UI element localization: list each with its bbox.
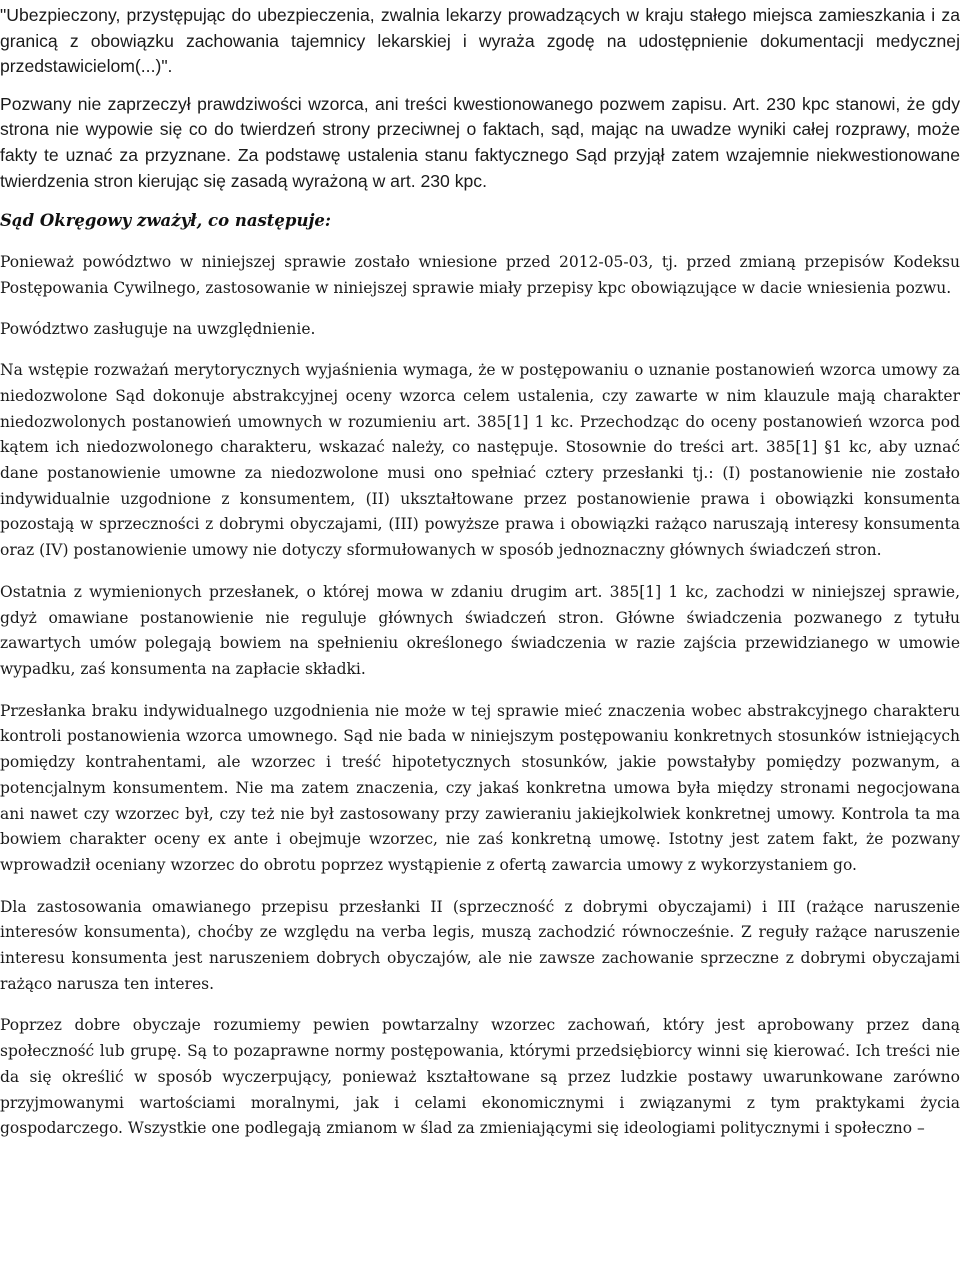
facts-sentence-2: Art. 230 kpc stanowi, że gdy strona nie wypowie się co do twierdzeń strony przeciwnej o faktach, sąd, mając na uwadze wyniki całej rozprawy, może fakty te uznać za przyznane. <box>0 93 960 165</box>
paragraph-definition: Poprzez dobre obyczaje rozumiemy pewien powtarzalny wzorzec zachowań, który jest aprobowany przez daną społeczność lub grupę. Są to pozaprawne normy postępowania, którymi przedsiębiorcy winni się kierować. Ich treści nie da się określić w sposób wyczerpujący, ponieważ kształtowane są przez ludzkie postawy uwarunkowane zarówno przyjmowanymi wartościami moralnymi, jak i celami ekonomicznymi i związanymi z tym praktykami życia gospodarczego. Wszystkie one podlegają zmianom w ślad za zmieniającymi się ideologiami politycznymi i społeczno – <box>0 1016 960 1138</box>
paragraph-individual-agreement: Przesłanka braku indywidualnego uzgodnienia nie może w tej sprawie mieć znaczenia wobec abstrakcyjnego charakteru kontroli postanowienia wzorca umownego. Sąd nie bada w niniejszym postępowaniu konkretnych stosunków istniejących pomiędzy kontrahentami, ale wzorzec i treść hipotetycznych stosunków, jakie powstałyby pomiędzy pozwanym, a potencjalnym konsumentem. Nie ma zatem znaczenia, czy jakaś konkretna umowa była między stronami negocjowana ani nawet czy wzorzec był, czy też nie był zastosowany przy zawieraniu jakiejkolwiek konkretnej umowy. Kontrola ta ma bowiem charakter oceny ex ante i obejmuje wzorzec, nie zaś konkretną umowę. Istotny jest zatem fakt, że pozwany wprowadził oceniany wzorzec do obrotu poprzez wystąpienie z ofertą zawarcia umowy z wykorzystaniem go. <box>0 701 960 874</box>
facts-sentence-3: Za podstawę ustalenia stanu faktycznego Sąd przyjął zatem wzajemnie niekwestionowane twierdzenia stron kierując się zasadą wyrażoną w art. 230 kpc. <box>0 144 960 191</box>
paragraph-claim: Powództwo zasługuje na uwzględnienie. <box>0 319 316 338</box>
paragraph-last-premise: Ostatnia z wymienionych przesłanek, o której mowa w zdaniu drugim art. 385[1] 1 kc, zachodzi w niniejszej sprawie, gdyż omawiane postanowienie nie reguluje głównych świadczeń stron. Główne świadczenia pozwanego z tytułu zawartych umów polegają bowiem na spełnieniu określonego świadczenia w razie zajścia przewidzianego w umowie wypadku, zaś konsumenta na zapłacie składki. <box>0 582 960 678</box>
section-heading: Sąd Okręgowy zważył, co następuje: <box>0 211 332 231</box>
quote-paragraph: "Ubezpieczony, przystępując do ubezpieczenia, zwalnia lekarzy prowadzących w kraju stałego miejsca zamieszkania i za granicą z obowiązku zachowania tajemnicy lekarskiej i wyraża zgodę na udostępnienie dokumentacji medycznej przedstawicielom(...)". <box>0 5 960 77</box>
paragraph-procedure: Ponieważ powództwo w niniejszej sprawie zostało wniesione przed 2012-05-03, tj. przed zmianą przepisów Kodeksu Postępowania Cywilnego, zastosowanie w niniejszej sprawie miały przepisy kpc obowiązujące w dacie wniesienia pozwu. <box>0 253 960 297</box>
paragraph-introduction: Na wstępie rozważań merytorycznych wyjaśnienia wymaga, że w postępowaniu o uznanie postanowień wzorca umowy za niedozwolone Sąd dokonuje abstrakcyjnej oceny wzorca celem ustalenia, czy zawarte w nim klauzule mają charakter niedozwolonych postanowień umownych w rozumieniu art. 385[1] 1 kc. Przechodząc do oceny postanowień wzorca pod kątem ich niedozwolonego charakteru, wskazać należy, co następuje. Stosownie do treści art. 385[1] §1 kc, aby uznać dane postanowienie umowne za niedozwolone musi ono spełniać cztery przesłanki tj.: (I) postanowienie nie zostało indywidualnie uzgodnione z konsumentem, (II) ukształtowane przez postanowienie prawa i obowiązki konsumenta pozostają w sprzeczności z dobrymi obyczajami, (III) powyższe prawa i obowiązki rażąco naruszają interesy konsumenta oraz (IV) postanowienie umowy nie dotyczy sformułowanych w sposób jednoznaczny głównych świadczeń stron. <box>0 361 960 560</box>
paragraph-good-practices: Dla zastosowania omawianego przepisu przesłanki II (sprzeczność z dobrymi obyczajami) i III (rażące naruszenie interesów konsumenta), choćby ze względu na verba legis, muszą zachodzić równocześnie. Z reguły rażące naruszenie interesu konsumenta jest naruszeniem dobrych obyczajów, ale nie zawsze zachowanie sprzeczne z dobrymi obyczajami rażąco narusza ten interes. <box>0 897 960 993</box>
facts-sentence-1: Pozwany nie zaprzeczył prawdziwości wzorca, ani treści kwestionowanego pozwem zapisu. <box>0 93 728 114</box>
facts-paragraph <box>0 92 960 194</box>
